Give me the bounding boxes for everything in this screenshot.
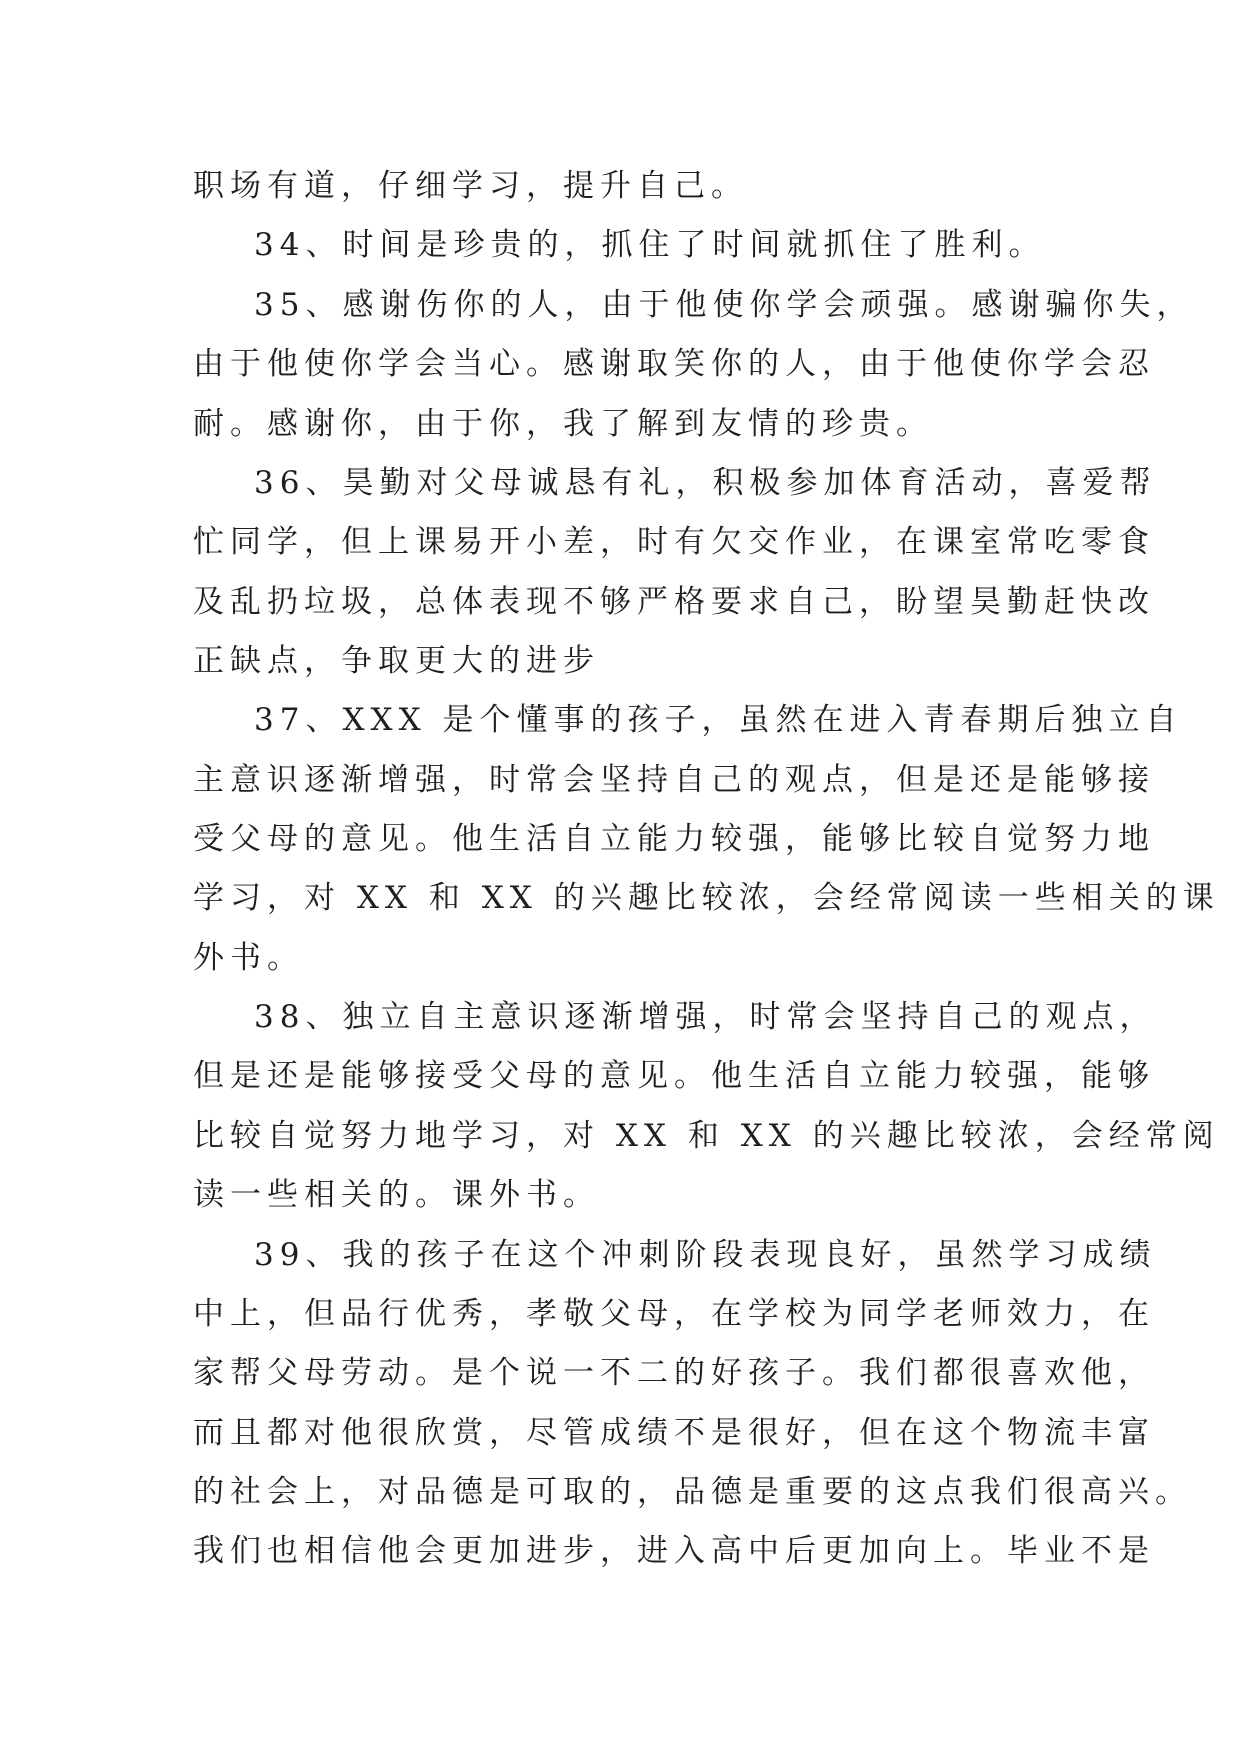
text-line: 职场有道，仔细学习，提升自己。 xyxy=(193,168,748,204)
text-line: 但是还是能够接受父母的意见。他生活自立能力较强，能够 xyxy=(193,1058,1155,1094)
text-line: 及乱扔垃圾，总体表现不够严格要求自己，盼望昊勤赶快改 xyxy=(193,584,1155,620)
text-line: 学习，对 XX 和 XX 的兴趣比较浓，会经常阅读一些相关的课 xyxy=(193,880,1220,916)
text-line: 37、XXX 是个懂事的孩子，虽然在进入青春期后独立自 xyxy=(254,702,1183,738)
text-line: 主意识逐渐增强，时常会坚持自己的观点，但是还是能够接 xyxy=(193,762,1155,798)
text-line: 38、独立自主意识逐渐增强，时常会坚持自己的观点， xyxy=(254,999,1157,1035)
text-line: 正缺点，争取更大的进步 xyxy=(193,643,600,679)
text-line: 36、昊勤对父母诚恳有礼，积极参加体育活动，喜爱帮 xyxy=(254,465,1157,501)
text-line: 39、我的孩子在这个冲刺阶段表现良好，虽然学习成绩 xyxy=(254,1237,1157,1273)
text-line: 而且都对他很欣赏，尽管成绩不是很好，但在这个物流丰富 xyxy=(193,1415,1155,1451)
text-line: 外书。 xyxy=(193,940,304,976)
text-line: 35、感谢伤你的人，由于他使你学会顽强。感谢骗你失， xyxy=(254,287,1194,323)
text-line: 我们也相信他会更加进步，进入高中后更加向上。毕业不是 xyxy=(193,1533,1155,1569)
text-line: 耐。感谢你，由于你，我了解到友情的珍贵。 xyxy=(193,406,933,442)
text-line: 34、时间是珍贵的，抓住了时间就抓住了胜利。 xyxy=(254,227,1046,263)
text-line: 中上，但品行优秀，孝敬父母，在学校为同学老师效力，在 xyxy=(193,1296,1155,1332)
text-line: 家帮父母劳动。是个说一不二的好孩子。我们都很喜欢他， xyxy=(193,1355,1155,1391)
text-line: 受父母的意见。他生活自立能力较强，能够比较自觉努力地 xyxy=(193,821,1155,857)
text-line: 读一些相关的。课外书。 xyxy=(193,1177,600,1213)
text-line: 忙同学，但上课易开小差，时有欠交作业，在课室常吃零食 xyxy=(193,524,1155,560)
text-line: 由于他使你学会当心。感谢取笑你的人，由于他使你学会忍 xyxy=(193,346,1155,382)
text-line: 的社会上，对品德是可取的，品德是重要的这点我们很高兴。 xyxy=(193,1474,1192,1510)
text-line: 比较自觉努力地学习，对 XX 和 XX 的兴趣比较浓，会经常阅 xyxy=(193,1118,1220,1154)
